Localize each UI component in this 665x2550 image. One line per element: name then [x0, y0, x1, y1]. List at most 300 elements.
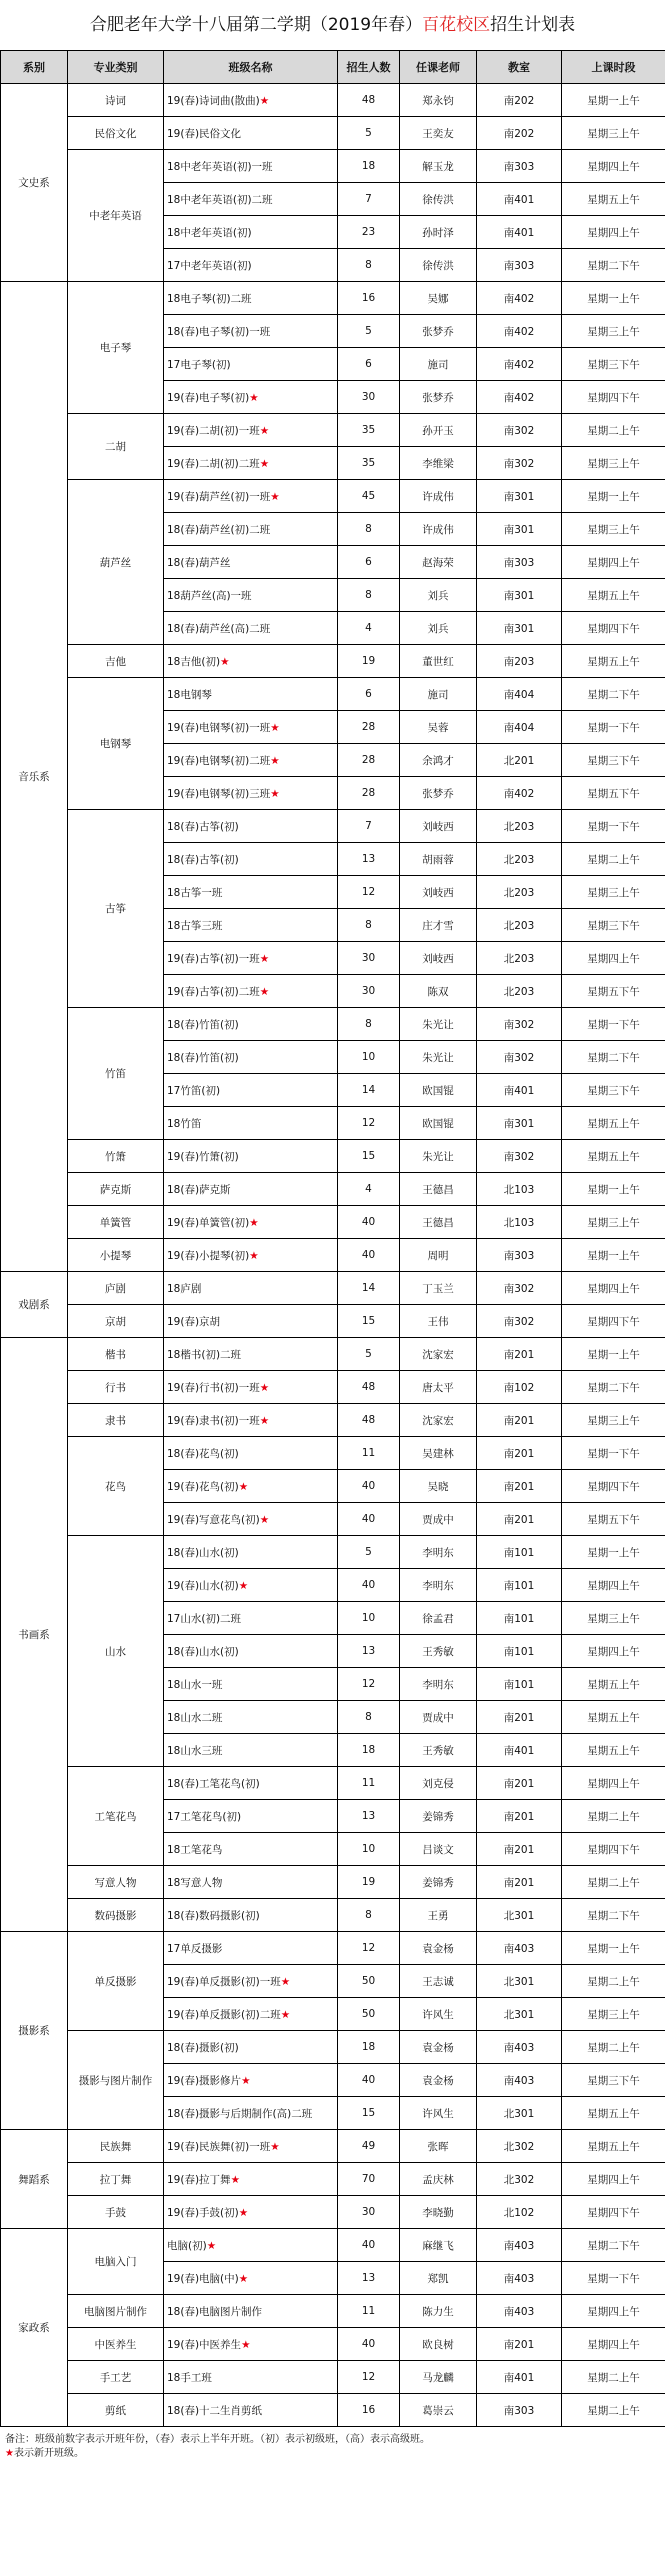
class-name: 19(春)手鼓(初) [167, 2206, 239, 2219]
class-name: 19(春)山水(初) [167, 1579, 239, 1592]
teacher-cell: 吴建林 [400, 1437, 477, 1470]
major-cell: 二胡 [68, 414, 164, 480]
time-cell: 星期三下午 [562, 909, 665, 942]
table-row [1, 2394, 665, 2427]
teacher-cell: 张梦乔 [400, 315, 477, 348]
classroom-cell: 南402 [477, 348, 562, 381]
teacher-cell: 沈家宏 [400, 1404, 477, 1437]
new-class-star-icon: ★ [270, 2140, 280, 2153]
table-row [1, 1206, 665, 1239]
class-name-cell [164, 579, 338, 612]
new-class-star-icon: ★ [259, 1414, 270, 1427]
new-class-star-icon: ★ [270, 787, 280, 800]
time-cell: 星期四上午 [562, 150, 665, 183]
teacher-cell: 朱光让 [400, 1140, 477, 1173]
classroom-cell: 北301 [477, 1998, 562, 2031]
class-name-cell [164, 1767, 338, 1800]
enrollment-cell: 16 [338, 2394, 400, 2427]
enrollment-cell: 48 [338, 1371, 400, 1404]
class-name-cell [164, 2295, 338, 2328]
time-cell: 星期二下午 [562, 678, 665, 711]
department-cell: 家政系 [1, 2229, 68, 2427]
class-name-cell [164, 1965, 338, 1998]
major-cell: 吉他 [68, 645, 164, 678]
teacher-cell: 袁金杨 [400, 1932, 477, 1965]
classroom-cell: 南201 [477, 1437, 562, 1470]
classroom-cell: 南401 [477, 183, 562, 216]
class-name-cell [164, 381, 338, 414]
enrollment-cell: 12 [338, 2361, 400, 2394]
teacher-cell: 郑凯 [400, 2262, 477, 2295]
teacher-cell: 董世红 [400, 645, 477, 678]
new-class-star-icon: ★ [259, 424, 270, 437]
class-name-cell [164, 1800, 338, 1833]
enrollment-cell: 8 [338, 579, 400, 612]
table-row [1, 2295, 665, 2328]
classroom-cell: 南303 [477, 249, 562, 282]
classroom-cell: 北203 [477, 909, 562, 942]
class-name: 18电子琴(初)二班 [167, 292, 252, 305]
class-name-cell [164, 942, 338, 975]
teacher-cell: 孙时泽 [400, 216, 477, 249]
time-cell: 星期五下午 [562, 777, 665, 810]
time-cell: 星期一上午 [562, 1932, 665, 1965]
enrollment-cell: 15 [338, 2097, 400, 2130]
class-name-cell [164, 1932, 338, 1965]
time-cell: 星期一上午 [562, 480, 665, 513]
title-suffix: 招生计划表 [490, 15, 576, 35]
teacher-cell: 赵海荣 [400, 546, 477, 579]
enrollment-cell: 35 [338, 414, 400, 447]
table-row [1, 1371, 665, 1404]
class-name: 19(春)电子琴(初) [167, 391, 250, 404]
class-name-cell [164, 1635, 338, 1668]
teacher-cell: 孙开玉 [400, 414, 477, 447]
enrollment-cell: 6 [338, 546, 400, 579]
table-row [1, 1536, 665, 1569]
class-name-cell [164, 1668, 338, 1701]
class-name-cell [164, 1701, 338, 1734]
teacher-cell: 李晓勤 [400, 2196, 477, 2229]
department-cell: 书画系 [1, 1338, 68, 1932]
table-row [1, 1866, 665, 1899]
time-cell: 星期五上午 [562, 1668, 665, 1701]
teacher-cell: 王德昌 [400, 1173, 477, 1206]
enrollment-cell: 5 [338, 315, 400, 348]
major-cell: 诗词 [68, 84, 164, 117]
time-cell: 星期五上午 [562, 183, 665, 216]
enrollment-cell: 11 [338, 2295, 400, 2328]
enrollment-cell: 5 [338, 1338, 400, 1371]
department-cell: 戏剧系 [1, 1272, 68, 1338]
classroom-cell: 北302 [477, 2130, 562, 2163]
major-cell: 竹笛 [68, 1008, 164, 1140]
time-cell: 星期三上午 [562, 513, 665, 546]
new-class-star-icon: ★ [270, 721, 280, 734]
classroom-cell: 北203 [477, 810, 562, 843]
class-name-cell [164, 513, 338, 546]
enrollment-cell: 40 [338, 1503, 400, 1536]
time-cell: 星期一下午 [562, 1008, 665, 1041]
class-name: 18古筝一班 [167, 886, 223, 899]
time-cell: 星期一下午 [562, 1437, 665, 1470]
teacher-cell: 孟庆林 [400, 2163, 477, 2196]
classroom-cell: 南101 [477, 1569, 562, 1602]
classroom-cell: 南401 [477, 1734, 562, 1767]
enrollment-cell: 10 [338, 1602, 400, 1635]
time-cell: 星期二上午 [562, 1965, 665, 1998]
major-cell: 剪纸 [68, 2394, 164, 2427]
major-cell: 竹箫 [68, 1140, 164, 1173]
new-class-star-icon: ★ [238, 1579, 249, 1592]
classroom-cell: 北301 [477, 1965, 562, 1998]
time-cell: 星期二上午 [562, 2394, 665, 2427]
class-name: 18写意人物 [167, 1876, 223, 1889]
class-name: 19(春)电钢琴(初)二班 [167, 754, 271, 767]
class-name: 18山水三班 [167, 1744, 223, 1757]
classroom-cell: 南201 [477, 1338, 562, 1371]
table-row [1, 1239, 665, 1272]
teacher-cell: 刘岐西 [400, 942, 477, 975]
class-name: 19(春)民族舞(初)一班 [167, 2140, 271, 2153]
class-name: 18中老年英语(初) [167, 226, 252, 239]
classroom-cell: 南302 [477, 1305, 562, 1338]
enrollment-cell: 7 [338, 183, 400, 216]
class-name-cell [164, 249, 338, 282]
class-name-cell [164, 1536, 338, 1569]
enrollment-cell: 6 [338, 348, 400, 381]
teacher-cell: 王志诚 [400, 1965, 477, 1998]
classroom-cell: 南401 [477, 1074, 562, 1107]
new-class-star-icon: ★ [241, 2074, 251, 2087]
class-name: 18(春)电子琴(初)一班 [167, 325, 271, 338]
teacher-cell: 刘岐西 [400, 810, 477, 843]
class-name: 17电子琴(初) [167, 358, 231, 371]
major-cell: 中老年英语 [68, 150, 164, 282]
classroom-cell: 南403 [477, 2031, 562, 2064]
table-header-row [1, 51, 665, 84]
footnote-legend-text: 表示新开班级。 [13, 2448, 84, 2459]
new-class-star-icon: ★ [249, 1216, 259, 1229]
time-cell: 星期二下午 [562, 1371, 665, 1404]
department-cell: 舞蹈系 [1, 2130, 68, 2229]
time-cell: 星期四上午 [562, 1272, 665, 1305]
classroom-cell: 南302 [477, 1140, 562, 1173]
teacher-cell: 刘兵 [400, 579, 477, 612]
enrollment-cell: 28 [338, 777, 400, 810]
enrollment-cell: 12 [338, 876, 400, 909]
class-name-cell [164, 1833, 338, 1866]
major-cell: 楷书 [68, 1338, 164, 1371]
class-name: 17工笔花鸟(初) [167, 1810, 242, 1823]
time-cell: 星期四上午 [562, 2295, 665, 2328]
new-class-star-icon: ★ [280, 2008, 291, 2021]
major-cell: 摄影与图片制作 [68, 2031, 164, 2130]
enrollment-cell: 13 [338, 1800, 400, 1833]
teacher-cell: 施司 [400, 678, 477, 711]
class-name-cell [164, 1206, 338, 1239]
classroom-cell: 北302 [477, 2163, 562, 2196]
class-name: 17山水(初)二班 [167, 1612, 242, 1625]
class-name: 17竹笛(初) [167, 1084, 221, 1097]
enrollment-cell: 28 [338, 744, 400, 777]
teacher-cell: 麻继飞 [400, 2229, 477, 2262]
time-cell: 星期五上午 [562, 2130, 665, 2163]
enrollment-cell: 8 [338, 1899, 400, 1932]
class-name-cell [164, 1305, 338, 1338]
table-row [1, 1272, 665, 1305]
teacher-cell: 袁金杨 [400, 2064, 477, 2097]
time-cell: 星期四下午 [562, 381, 665, 414]
class-name: 18(春)数码摄影(初) [167, 1909, 260, 1922]
enrollment-cell: 19 [338, 1866, 400, 1899]
time-cell: 星期二上午 [562, 1800, 665, 1833]
time-cell: 星期五上午 [562, 1140, 665, 1173]
classroom-cell: 南201 [477, 1701, 562, 1734]
header-department: 系别 [1, 51, 68, 84]
class-name: 18庐剧 [167, 1282, 202, 1295]
teacher-cell: 解玉龙 [400, 150, 477, 183]
classroom-cell: 南403 [477, 1932, 562, 1965]
class-name: 18(春)花鸟(初) [167, 1447, 239, 1460]
enrollment-cell: 35 [338, 447, 400, 480]
class-name: 19(春)单反摄影(初)二班 [167, 2008, 281, 2021]
class-name-cell [164, 909, 338, 942]
class-name: 18中老年英语(初)二班 [167, 193, 273, 206]
class-name-cell [164, 2196, 338, 2229]
class-name: 19(春)京胡 [167, 1315, 221, 1328]
teacher-cell: 陈双 [400, 975, 477, 1008]
footnote [0, 2427, 665, 2461]
teacher-cell: 沈家宏 [400, 1338, 477, 1371]
teacher-cell: 庄才雪 [400, 909, 477, 942]
class-name: 19(春)单反摄影(初)一班 [167, 1975, 281, 1988]
time-cell: 星期四上午 [562, 942, 665, 975]
major-cell: 中医养生 [68, 2328, 164, 2361]
class-name-cell [164, 2328, 338, 2361]
class-name-cell [164, 546, 338, 579]
classroom-cell: 南302 [477, 414, 562, 447]
time-cell: 星期一下午 [562, 2262, 665, 2295]
table-row [1, 2196, 665, 2229]
class-name-cell [164, 282, 338, 315]
classroom-cell: 南301 [477, 513, 562, 546]
class-name: 19(春)古筝(初)一班 [167, 952, 260, 965]
table-row [1, 1008, 665, 1041]
teacher-cell: 王秀敏 [400, 1635, 477, 1668]
teacher-cell: 郑永钧 [400, 84, 477, 117]
class-name-cell [164, 2394, 338, 2427]
table-row [1, 2229, 665, 2262]
enrollment-cell: 8 [338, 1701, 400, 1734]
time-cell: 星期一上午 [562, 282, 665, 315]
classroom-cell: 南401 [477, 2361, 562, 2394]
new-class-star-icon: ★ [259, 985, 270, 998]
teacher-cell: 朱光让 [400, 1008, 477, 1041]
class-name: 19(春)行书(初)一班 [167, 1381, 260, 1394]
teacher-cell: 姜锦秀 [400, 1866, 477, 1899]
classroom-cell: 南302 [477, 1008, 562, 1041]
time-cell: 星期二上午 [562, 1866, 665, 1899]
time-cell: 星期一下午 [562, 810, 665, 843]
enrollment-cell: 12 [338, 1107, 400, 1140]
class-name-cell [164, 1470, 338, 1503]
enrollment-cell: 30 [338, 975, 400, 1008]
classroom-cell: 南202 [477, 117, 562, 150]
page-title [0, 0, 665, 50]
new-class-star-icon: ★ [238, 2206, 249, 2219]
classroom-cell: 北103 [477, 1173, 562, 1206]
major-cell: 庐剧 [68, 1272, 164, 1305]
teacher-cell: 许成伟 [400, 480, 477, 513]
teacher-cell: 王德昌 [400, 1206, 477, 1239]
class-name-cell [164, 876, 338, 909]
teacher-cell: 丁玉兰 [400, 1272, 477, 1305]
class-name-cell [164, 975, 338, 1008]
class-name: 18(春)摄影(初) [167, 2041, 239, 2054]
class-name-cell [164, 1074, 338, 1107]
header-classroom: 教室 [477, 51, 562, 84]
classroom-cell: 南301 [477, 480, 562, 513]
class-name-cell [164, 2361, 338, 2394]
time-cell: 星期四下午 [562, 1305, 665, 1338]
time-cell: 星期四上午 [562, 1569, 665, 1602]
class-name-cell [164, 216, 338, 249]
class-name: 18(春)工笔花鸟(初) [167, 1777, 260, 1790]
teacher-cell: 王伟 [400, 1305, 477, 1338]
class-name-cell [164, 2031, 338, 2064]
class-name: 18工笔花鸟 [167, 1843, 223, 1856]
enrollment-cell: 30 [338, 942, 400, 975]
footnote-line: 备注：班级前数字表示开班年份，（春）表示上半年开班。（初）表示初级班，（高）表示高级班。 [5, 2434, 430, 2445]
enrollment-cell: 6 [338, 678, 400, 711]
header-time: 上课时段 [562, 51, 665, 84]
teacher-cell: 刘岐西 [400, 876, 477, 909]
table-row [1, 480, 665, 513]
class-name-cell [164, 150, 338, 183]
class-name-cell [164, 1041, 338, 1074]
time-cell: 星期三下午 [562, 1074, 665, 1107]
class-name: 19(春)民俗文化 [167, 127, 242, 140]
teacher-cell: 王勇 [400, 1899, 477, 1932]
classroom-cell: 南303 [477, 150, 562, 183]
classroom-cell: 南101 [477, 1602, 562, 1635]
new-class-star-icon: ★ [241, 2338, 251, 2351]
class-name-cell [164, 612, 338, 645]
major-cell: 民族舞 [68, 2130, 164, 2163]
table-row [1, 2328, 665, 2361]
classroom-cell: 南203 [477, 645, 562, 678]
major-cell: 电子琴 [68, 282, 164, 414]
table-row [1, 2163, 665, 2196]
class-name: 18电钢琴 [167, 688, 212, 701]
class-name-cell [164, 315, 338, 348]
time-cell: 星期二下午 [562, 2229, 665, 2262]
enrollment-cell: 15 [338, 1305, 400, 1338]
classroom-cell: 南201 [477, 1866, 562, 1899]
class-name-cell [164, 1602, 338, 1635]
class-name: 19(春)摄影修片 [167, 2074, 242, 2087]
department-cell: 文史系 [1, 84, 68, 282]
class-name: 17中老年英语(初) [167, 259, 252, 272]
enrollment-table [0, 50, 665, 2427]
class-name-cell [164, 117, 338, 150]
classroom-cell: 南402 [477, 282, 562, 315]
enrollment-cell: 18 [338, 1734, 400, 1767]
table-row [1, 1305, 665, 1338]
class-name: 18(春)十二生肖剪纸 [167, 2404, 263, 2417]
class-name-cell [164, 2097, 338, 2130]
class-name-cell [164, 711, 338, 744]
class-name: 19(春)诗词曲(散曲) [167, 94, 260, 107]
teacher-cell: 徐孟君 [400, 1602, 477, 1635]
enrollment-cell: 40 [338, 1470, 400, 1503]
time-cell: 星期五上午 [562, 1107, 665, 1140]
time-cell: 星期五上午 [562, 645, 665, 678]
table-row [1, 678, 665, 711]
teacher-cell: 吴蓉 [400, 711, 477, 744]
class-name-cell [164, 1272, 338, 1305]
class-name: 18(春)电脑图片制作 [167, 2305, 263, 2318]
classroom-cell: 南302 [477, 1272, 562, 1305]
classroom-cell: 南402 [477, 315, 562, 348]
class-name: 19(春)写意花鸟(初) [167, 1513, 260, 1526]
class-name-cell [164, 645, 338, 678]
classroom-cell: 南201 [477, 2328, 562, 2361]
time-cell: 星期四上午 [562, 1635, 665, 1668]
enrollment-cell: 10 [338, 1833, 400, 1866]
class-name-cell [164, 1899, 338, 1932]
time-cell: 星期一上午 [562, 1338, 665, 1371]
class-name-cell [164, 1107, 338, 1140]
teacher-cell: 欧国锟 [400, 1074, 477, 1107]
class-name-cell [164, 744, 338, 777]
new-class-star-icon: ★ [270, 754, 280, 767]
enrollment-cell: 18 [338, 150, 400, 183]
table-row [1, 150, 665, 183]
time-cell: 星期二上午 [562, 414, 665, 447]
class-name-cell [164, 843, 338, 876]
classroom-cell: 南401 [477, 216, 562, 249]
teacher-cell: 李明东 [400, 1668, 477, 1701]
teacher-cell: 余鸿才 [400, 744, 477, 777]
major-cell: 拉丁舞 [68, 2163, 164, 2196]
new-class-star-icon: ★ [280, 1975, 291, 1988]
time-cell: 星期三上午 [562, 447, 665, 480]
new-class-star-icon: ★ [230, 2173, 240, 2186]
class-name: 18(春)葫芦丝(高)二班 [167, 622, 271, 635]
teacher-cell: 唐太平 [400, 1371, 477, 1404]
classroom-cell: 南403 [477, 2064, 562, 2097]
classroom-cell: 北201 [477, 744, 562, 777]
time-cell: 星期四下午 [562, 612, 665, 645]
teacher-cell: 欧良树 [400, 2328, 477, 2361]
time-cell: 星期四上午 [562, 2163, 665, 2196]
table-row [1, 2361, 665, 2394]
time-cell: 星期五上午 [562, 579, 665, 612]
teacher-cell: 欧国锟 [400, 1107, 477, 1140]
class-name-cell [164, 2130, 338, 2163]
class-name: 19(春)中医养生 [167, 2338, 242, 2351]
classroom-cell: 南403 [477, 2262, 562, 2295]
class-name: 17单反摄影 [167, 1942, 223, 1955]
new-class-star-icon: ★ [249, 391, 259, 404]
class-name: 18山水二班 [167, 1711, 223, 1724]
class-name-cell [164, 1338, 338, 1371]
time-cell: 星期二下午 [562, 1041, 665, 1074]
enrollment-cell: 50 [338, 1965, 400, 1998]
class-name: 19(春)葫芦丝(初)一班 [167, 490, 271, 503]
